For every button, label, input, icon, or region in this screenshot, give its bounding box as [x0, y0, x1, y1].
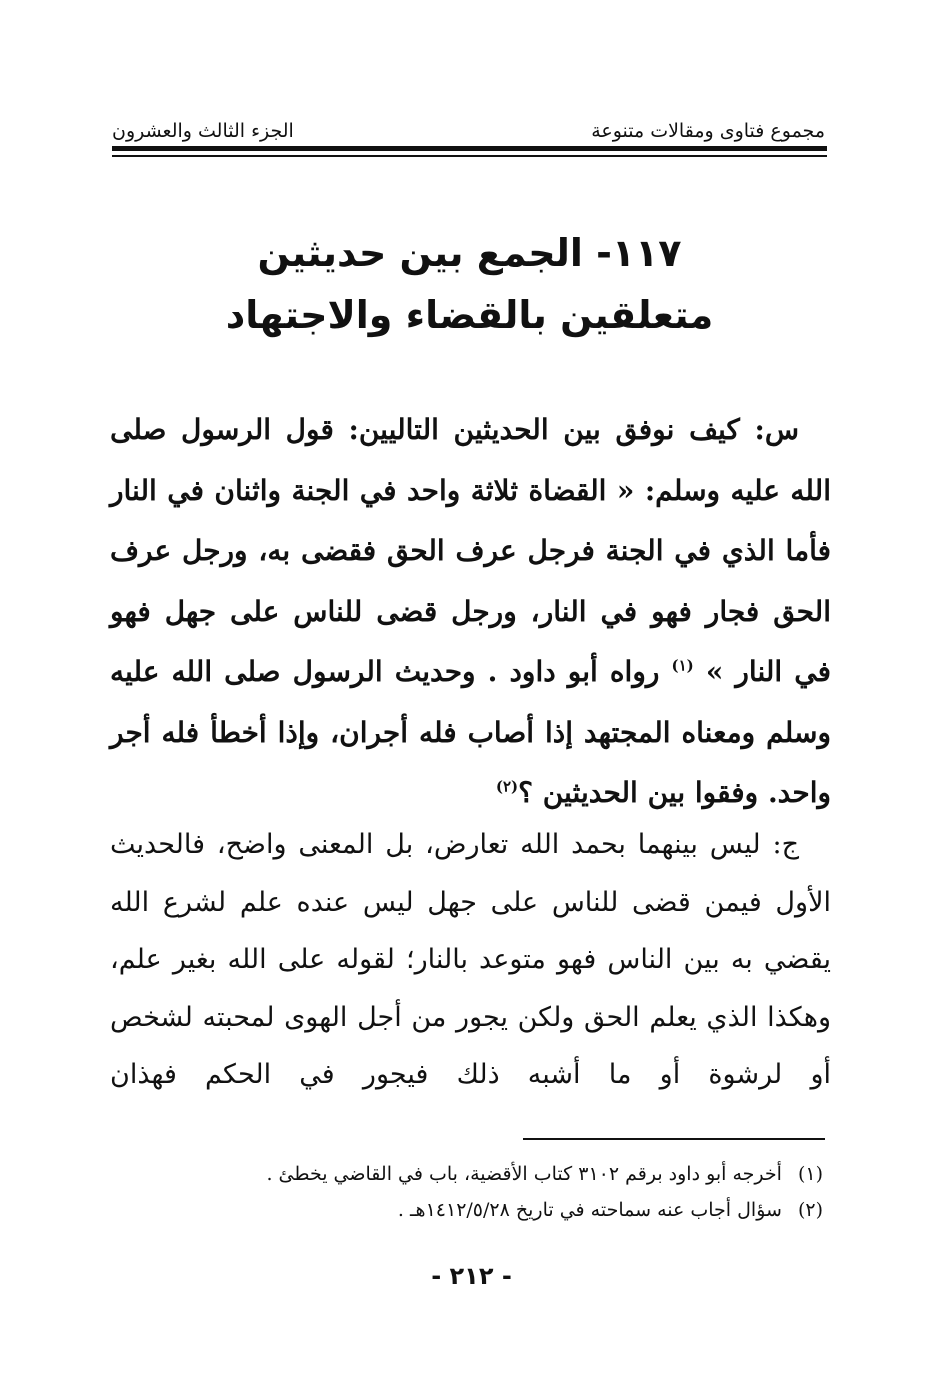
footnote-text: سؤال أجاب عنه سماحته في تاريخ ١٤١٢/٥/٢٨هـ . — [397, 1199, 782, 1221]
answer-paragraph — [110, 816, 831, 1104]
running-header — [112, 112, 825, 142]
chapter-title-line-1: ١١٧- الجمع بين حديثين — [257, 231, 682, 275]
question-label: س: — [754, 413, 799, 446]
header-rule-thick — [112, 146, 827, 151]
footnote-number: (١) — [797, 1163, 823, 1185]
footnote-number: (٢) — [797, 1199, 823, 1221]
answer-label: ج: — [772, 829, 799, 860]
footnote-text: أخرجه أبو داود برقم ٣١٠٢ كتاب الأقضية، باب في القاضي يخطئ . — [266, 1163, 782, 1185]
chapter-title-line-2: متعلقين بالقضاء والاجتهاد — [225, 293, 714, 337]
footnote-2 — [120, 1192, 823, 1228]
book-title: مجموع فتاوى ومقالات متنوعة — [591, 120, 825, 142]
volume-label: الجزء الثالث والعشرون — [112, 120, 294, 142]
footnote-ref-1: (١) — [671, 656, 694, 675]
page-number: - ٢١٢ - — [431, 1262, 512, 1290]
question-text-part-2: رواه أبو داود . وحديث الرسول صلى الله عليه وسلم ومعناه المجتهد إذا أصاب فله أجران، وإذا أخطأ فله أجر واحد. وفقوا بين الحديثين ؟ — [110, 655, 831, 809]
footnote-1 — [120, 1156, 823, 1192]
question-text-part-1: كيف نوفق بين الحديثين التاليين: قول الرسول صلى الله عليه وسلم: « القضاة ثلاثة واحد في الجنة واثنان في النار فأما الذي في الجنة فرجل عرف الحق فقضى به، ورجل عرف الحق فجار فهو في النار، ورجل قضى للناس على جهل فهو في النار » — [110, 413, 831, 688]
footnote-ref-2: (٢) — [495, 777, 519, 796]
header-rule-thin — [112, 155, 827, 157]
footnotes — [120, 1156, 823, 1228]
answer-text: ليس بينهما بحمد الله تعارض، بل المعنى واضح، فالحديث الأول فيمن قضى للناس على جهل ليس عنده علم لشرع الله يقضي به بين الناس فهو متوعد بالنار؛ لقوله على الله بغير علم، وهكذا الذي يعلم الحق ولكن يجور من أجل الهوى لمحبته لشخص أو لرشوة أو ما أشبه ذلك فيجور في الحكم فهذان — [110, 829, 831, 1090]
footnote-separator — [523, 1138, 825, 1140]
question-paragraph — [110, 400, 831, 824]
chapter-title — [112, 222, 827, 346]
